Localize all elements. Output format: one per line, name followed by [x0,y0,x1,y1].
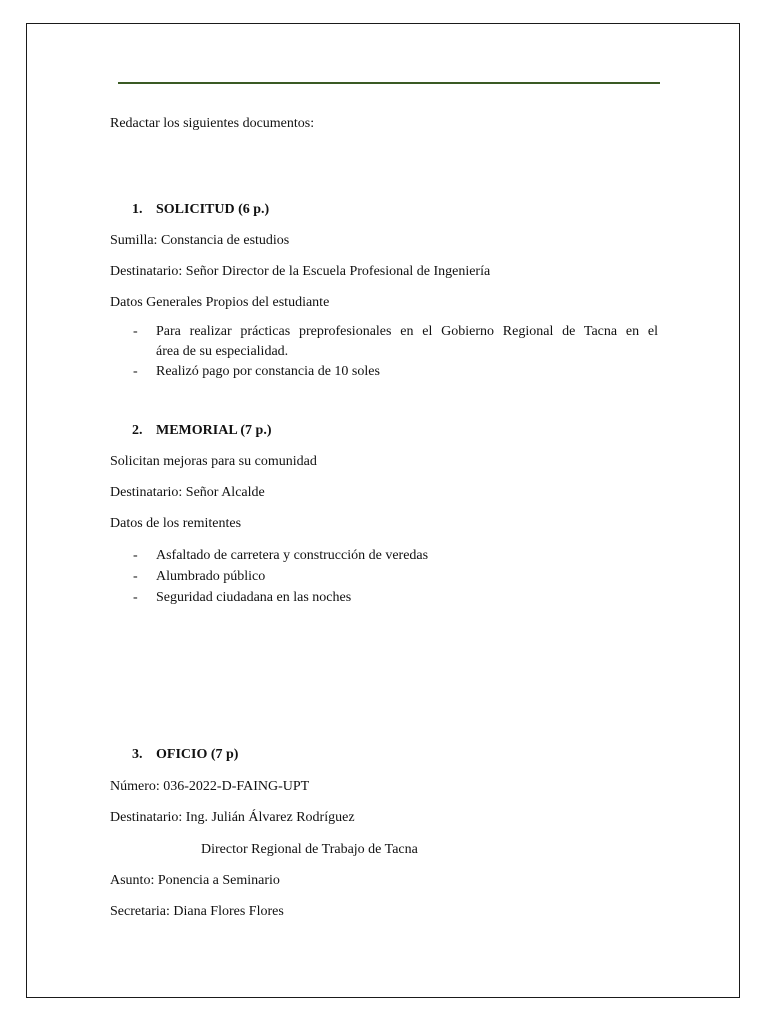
section-2-destinatario: Destinatario: Señor Alcalde [110,485,265,500]
section-1-bullet-2: Realizó pago por constancia de 10 soles [156,364,380,379]
section-2-datos: Datos de los remitentes [110,516,242,531]
section-1-destinatario: Destinatario: Señor Director de la Escuela Profesional de Ingeniería [110,264,491,279]
section-3-asunto: Asunto: Ponencia a Seminario [110,873,280,888]
header-rule [118,82,660,84]
section-3-cargo: Director Regional de Trabajo de Tacna [201,842,418,857]
section-1-sumilla: Sumilla: Constancia de estudios [110,233,290,248]
bullet-dash: - [133,590,138,605]
section-1-datos: Datos Generales Propios del estudiante [110,295,330,310]
bullet-dash: - [133,364,138,379]
section-3-numero: Número: 036-2022-D-FAING-UPT [110,779,310,794]
section-2-line-1: Solicitan mejoras para su comunidad [110,454,317,469]
section-1-bullet-1-cont: área de su especialidad. [156,344,289,359]
section-1-title: SOLICITUD (6 p.) [156,202,270,217]
section-2-number: 2. [132,423,143,438]
section-1-number: 1. [132,202,143,217]
section-2-bullet-2: Alumbrado público [156,569,266,584]
section-2-bullet-1: Asfaltado de carretera y construcción de veredas [156,548,429,563]
intro-text: Redactar los siguientes documentos: [110,116,315,131]
section-2-title: MEMORIAL (7 p.) [156,423,272,438]
section-2-bullet-3: Seguridad ciudadana en las noches [156,590,352,605]
section-1-bullet-1: Para realizar prácticas preprofesionales en el Gobierno Regional de Tacna en el [156,324,658,339]
section-3-destinatario: Destinatario: Ing. Julián Álvarez Rodríguez [110,810,355,825]
section-3-number: 3. [132,747,143,762]
bullet-dash: - [133,569,138,584]
section-3-secretaria: Secretaria: Diana Flores Flores [110,904,284,919]
bullet-dash: - [133,548,138,563]
section-3-title: OFICIO (7 p) [156,747,239,762]
bullet-dash: - [133,324,138,339]
